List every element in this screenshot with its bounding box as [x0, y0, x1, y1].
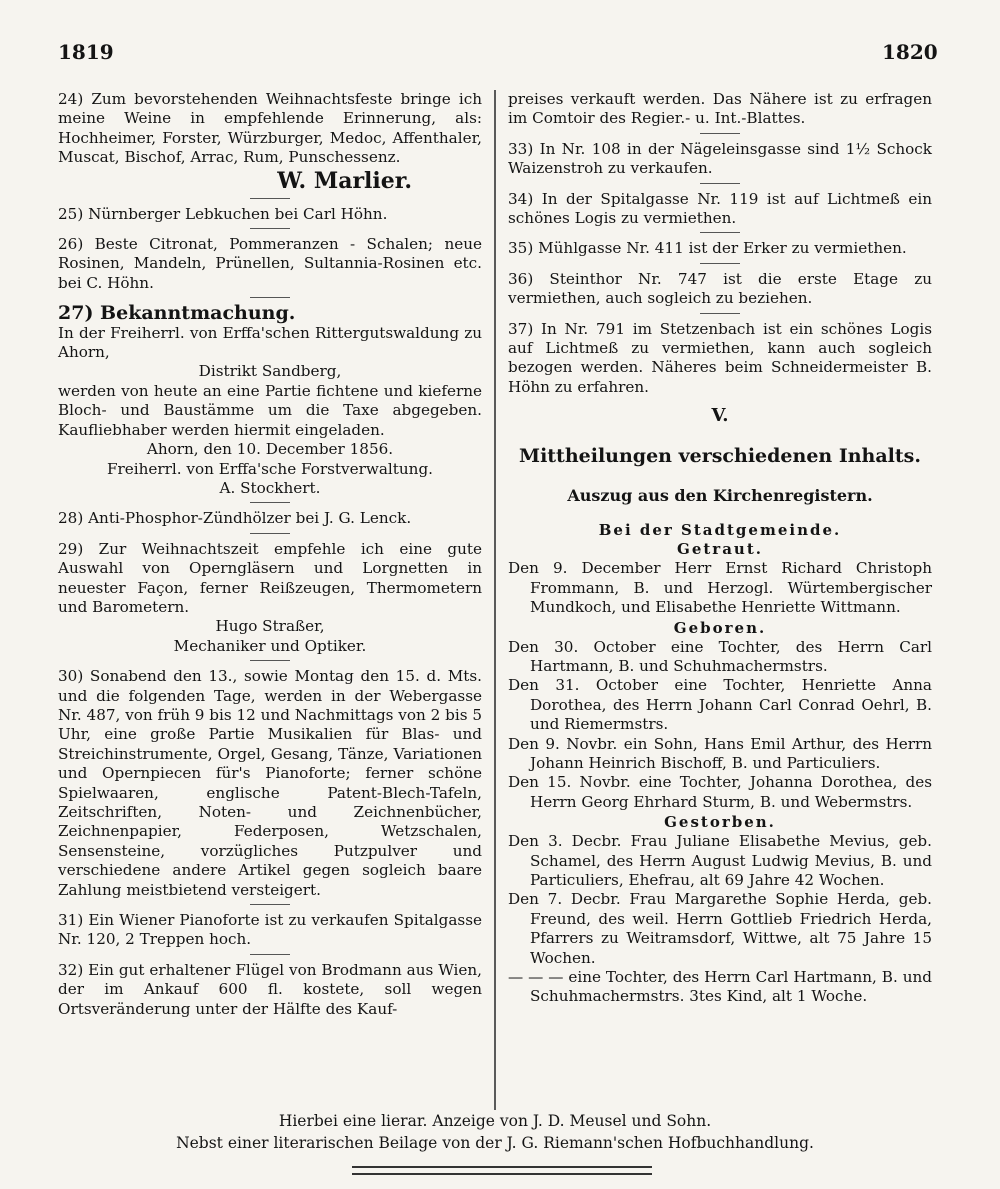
page-number-right: 1820 [882, 40, 938, 64]
separator [700, 183, 740, 184]
parish-heading: Bei der Stadtgemeinde. [598, 521, 842, 540]
footer-double-rule [352, 1166, 652, 1175]
notice-24-text: 24) Zum bevorstehenden Weihnachtsfeste bringe ich meine Weine in empfehlende Erinnerung, als: Hochheimer, Forster, Würzburger, Medoc, Affenthaler, Muscat, Bischof, Arrac, Rum, Punschessenz. [58, 90, 482, 167]
notice-27-line1: In der Freiherrl. von Erffa'schen Rittergutswaldung zu Ahorn, [58, 323, 482, 362]
born-heading: Geboren. [673, 618, 767, 637]
page-number-left: 1819 [58, 40, 114, 64]
notice-27 [58, 304, 482, 498]
notice-33: 33) In Nr. 108 in der Nägeleinsgasse sind 1½ Schock Waizenstroh zu verkaufen. [508, 139, 932, 178]
died-heading: Gestorben. [664, 813, 776, 832]
separator [250, 198, 290, 199]
separator [700, 313, 740, 314]
register-entry: Den 15. Novbr. eine Tochter, Johanna Dorothea, des Herrn Georg Ehrhard Sturm, B. und Webermstrs. [508, 773, 932, 811]
notice-27-date: Ahorn, den 10. December 1856. [146, 440, 394, 459]
footer-line-1: Hierbei eine lierar. Anzeige von J. D. Meusel und Sohn. [278, 1112, 712, 1130]
separator [250, 954, 290, 955]
separator [250, 297, 290, 298]
register-entry: — — — eine Tochter, des Herrn Carl Hartmann, B. und Schuhmachermstrs. 3tes Kind, alt 1 Woche. [508, 968, 932, 1006]
separator [700, 232, 740, 233]
register-entry: Den 30. October eine Tochter, des Herrn Carl Hartmann, B. und Schuhmachermstrs. [508, 637, 932, 675]
register-entry: Den 9. December Herr Ernst Richard Christoph Frommann, B. und Herzogl. Würtembergischer Mundkoch, und Elisabethe Henriette Wittmann. [508, 559, 932, 617]
notice-37: 37) In Nr. 791 im Stetzenbach ist ein schönes Logis auf Lichtmeß zu vermiethen, kann auch sogleich bezogen werden. Näheres beim Schneidermeister B. Höhn zu erfahren. [508, 319, 932, 396]
notice-32-continued: preises verkauft werden. Das Nähere ist zu erfragen im Comtoir des Regier.- u. Int.-Blattes. [508, 90, 932, 128]
notice-29-signature-name: Hugo Straßer, [215, 617, 325, 636]
separator [700, 133, 740, 134]
notice-27-authority: Freiherrl. von Erffa'sche Forstverwaltung. [106, 459, 433, 478]
notice-27-heading: 27) Bekanntmachung. [58, 302, 296, 325]
notice-29-signature-title: Mechaniker und Optiker. [173, 636, 367, 655]
notice-31: 31) Ein Wiener Pianoforte ist zu verkaufen Spitalgasse Nr. 120, 2 Treppen hoch. [58, 911, 482, 949]
notice-27-district: Distrikt Sandberg, [198, 362, 342, 381]
notice-26: 26) Beste Citronat, Pommeranzen - Schalen; neue Rosinen, Mandeln, Prünellen, Sultannia-Rosinen etc. bei C. Höhn. [58, 235, 482, 292]
left-column [58, 90, 482, 1019]
notice-28: 28) Anti-Phosphor-Zündhölzer bei J. G. Lenck. [58, 509, 412, 528]
register-entry: Den 31. October eine Tochter, Henriette Anna Dorothea, des Herrn Johann Carl Conrad Oehrl, B. und Riemermstrs. [508, 676, 932, 734]
notice-27-signature: A. Stockhert. [219, 478, 321, 497]
section-subtitle: Auszug aus den Kirchenregistern. [567, 486, 873, 506]
separator [700, 263, 740, 264]
register-entry: Den 7. Decbr. Frau Margarethe Sophie Herda, geb. Freund, des weil. Herrn Gottlieb Friedrich Herda, Pfarrers zu Weitramsdorf, Wittwe, alt 75 Jahre 15 Wochen. [508, 890, 932, 967]
notice-30: 30) Sonabend den 13., sowie Montag den 15. d. Mts. und die folgenden Tage, werden in der Webergasse Nr. 487, von früh 9 bis 12 und Nachmittags von 2 bis 5 Uhr, eine große Partie Musikalien für Blas- und Streichinstrumente, Orgel, Gesang, Tänze, Variationen und Opernpiecen für's Pianoforte; ferner schöne Spielwaaren, englische Patent-Blech-Tafeln, Zeitschriften, Noten- und Zeichnenbücher, Zeichnenpapier, Federposen, Wetzschalen, Sensensteine, vorzügliches Putzpulver und verschiedene andere Artikel gegen sogleich baare Zahlung meistbietend versteigert. [58, 667, 482, 899]
register-entry: Den 9. Novbr. ein Sohn, Hans Emil Arthur, des Herrn Johann Heinrich Bischoff, B. und Particuliers. [508, 734, 932, 772]
notice-24-signature: W. Marlier. [277, 167, 412, 194]
column-divider [494, 90, 496, 1110]
notice-29 [58, 540, 482, 656]
separator [250, 502, 290, 503]
notice-36: 36) Steinthor Nr. 747 ist die erste Etage zu vermiethen, auch sogleich zu beziehen. [508, 269, 932, 308]
right-column [508, 90, 932, 1007]
section-title: Mittheilungen verschiedenen Inhalts. [519, 445, 921, 468]
notice-29-text: 29) Zur Weihnachtszeit empfehle ich eine gute Auswahl von Operngläsern und Lorgnetten in neuester Façon, ferner Reißzeugen, Thermometern und Barometern. [58, 539, 482, 616]
notice-35: 35) Mühlgasse Nr. 411 ist der Erker zu vermiethen. [508, 239, 907, 258]
notice-24 [58, 90, 482, 194]
notice-27-line3: werden von heute an eine Partie fichtene und kieferne Bloch- und Baustämme um die Taxe abgegeben. Kaufliebhaber werden hiermit eingeladen. [58, 381, 482, 439]
separator [250, 660, 290, 661]
notice-34: 34) In der Spitalgasse Nr. 119 ist auf Lichtmeß ein schönes Logis zu vermiethen. [508, 189, 932, 228]
separator [250, 533, 290, 534]
footer-line-2: Nebst einer literarischen Beilage von der J. G. Riemann'schen Hofbuchhandlung. [176, 1134, 814, 1152]
separator [250, 228, 290, 229]
married-heading: Getraut. [677, 540, 763, 559]
notice-32: 32) Ein gut erhaltener Flügel von Brodmann aus Wien, der im Ankauf 600 fl. kostete, soll wegen Ortsveränderung unter der Hälfte des Kauf- [58, 960, 482, 1018]
section-number: V. [711, 405, 729, 427]
separator [250, 904, 290, 905]
register-entry: Den 3. Decbr. Frau Juliane Elisabethe Mevius, geb. Schamel, des Herrn August Ludwig Mevius, B. und Particuliers, Ehefrau, alt 69 Jahre 42 Wochen. [508, 832, 932, 889]
notice-25: 25) Nürnberger Lebkuchen bei Carl Höhn. [58, 204, 388, 223]
